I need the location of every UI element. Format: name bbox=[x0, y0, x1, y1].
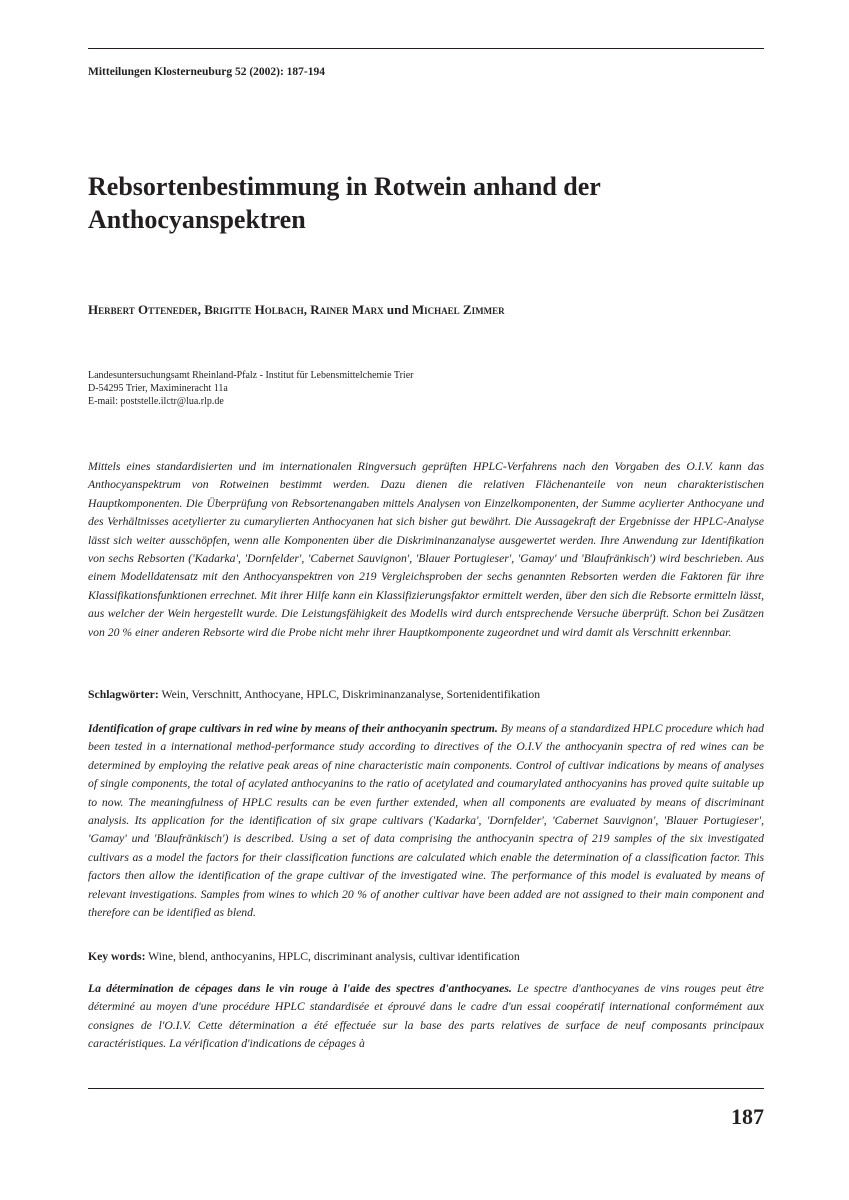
author-name: Brigitte Holbach bbox=[204, 302, 304, 317]
keywords-german-label: Schlagwörter: bbox=[88, 688, 159, 701]
author-name: Herbert Otteneder bbox=[88, 302, 198, 317]
affiliation bbox=[88, 369, 413, 408]
article-title bbox=[88, 170, 764, 236]
affiliation-institute: Landesuntersuchungsamt Rheinland-Pfalz - Institut für Lebensmittelchemie Trier bbox=[88, 370, 414, 381]
author-name: Michael Zimmer bbox=[411, 302, 505, 317]
author-separator: , bbox=[303, 302, 311, 317]
abstract-french-text: Le spectre d'anthocyanes de vins rouges peut être déterminé au moyen d'une procédure HPLC standardisée et éprouvé dans le cadre d'un essai coopératif international conformément aux consignes de l'O.I.V. Cette détermination a été effectuée sur la base des parts relatives de surface de neuf composants principaux caractéristiques. La vérification d'indications de cépages à bbox=[88, 982, 764, 1051]
affiliation-address: D-54295 Trier, Maximineracht 11a bbox=[88, 383, 228, 394]
keywords-english-label: Key words: bbox=[88, 950, 146, 963]
author-separator: , bbox=[197, 302, 205, 317]
abstract-english-title: Identification of grape cultivars in red wine by means of their anthocyanin spectrum. bbox=[88, 722, 498, 735]
journal-citation: Mitteilungen Klosterneuburg 52 (2002): 187-194 bbox=[88, 66, 326, 78]
title-line-2: Anthocyanspektren bbox=[88, 205, 306, 234]
title-line-1: Rebsortenbestimmung in Rotwein anhand der bbox=[88, 172, 601, 201]
bottom-rule bbox=[88, 1088, 764, 1089]
author-name: Rainer Marx bbox=[310, 302, 384, 317]
abstract-german-text: Mittels eines standardisierten und im internationalen Ringversuch geprüften HPLC-Verfahrens nach den Vorgaben des O.I.V. kann das Anthocyanspektrum von Rotweinen bestimmt werden. Dazu dienen die relativen Flächenanteile von neun charakteristischen Hauptkomponenten. Die Überprüfung von Rebsortenangaben mittels Analysen von Einzelkomponenten, der Summe acylierter Anthocyane und des Verhältnisses acetylierter zu cumarylierten Anthocyanen hat sich bisher gut bewährt. Die Aussagekraft der Ergebnisse der HPLC-Analyse lässt sich weiter ausschöpfen, wenn alle Komponenten über die Diskriminanzanalyse ausgewertet werden. Ihre Anwendung zur Identifikation von sechs Rebsorten ('Kadarka', 'Dornfelder', 'Cabernet Sauvignon', 'Blauer Portugieser', 'Gamay' und 'Blaufränkisch') wird beschrieben. Aus einem Modelldatensatz mit den Anthocyanspektren von 219 Vergleichsproben der sechs genannten Rebsorten werden die Faktoren für ihre Klassifikationsfunktionen errechnet. Mit ihrer Hilfe kann ein Klassifizierungsfaktor ermittelt werden, über den sich die Rebsorte ermitteln lässt, aus welcher der Wein hergestellt wurde. Die Leistungsfähigkeit des Modells wird durch entsprechende Versuche überprüft. Schon bei Zusätzen von 20 % einer anderen Rebsorte wird die Probe nicht mehr ihrer Hauptkomponente zugeordnet und wird damit als Verschnitt erkennbar. bbox=[88, 460, 764, 639]
abstract-german bbox=[88, 458, 764, 642]
page-number: 187 bbox=[731, 1104, 764, 1129]
affiliation-email[interactable]: E-mail: poststelle.ilctr@lua.rlp.de bbox=[88, 396, 224, 407]
abstract-french bbox=[88, 980, 764, 1054]
abstract-english bbox=[88, 720, 764, 922]
keywords-english-list: Wine, blend, anthocyanins, HPLC, discriminant analysis, cultivar identification bbox=[145, 950, 520, 963]
keywords-english bbox=[88, 948, 764, 966]
keywords-german-list: Wein, Verschnitt, Anthocyane, HPLC, Diskriminanzanalyse, Sortenidentifikation bbox=[158, 688, 541, 701]
top-rule bbox=[88, 48, 764, 49]
abstract-french-title: La détermination de cépages dans le vin rouge à l'aide des spectres d'anthocyanes. bbox=[88, 982, 512, 995]
keywords-german bbox=[88, 686, 764, 704]
author-list bbox=[88, 302, 505, 318]
abstract-english-text: By means of a standardized HPLC procedure which had been tested in a international method-performance study according to directives of the O.I.V the anthocyanin spectra of red wines can be determined by employing the relative peak areas of nine characteristic main components. Control of cultivar indications by means of analyses of single components, the total of acylated anthocyanins to the ratio of acetylated and coumarylated anthocyanins has proved quite suitable up to now. The meaningfulness of HPLC results can be even further extended, when all components are evaluated by means of discriminant analysis. Its application for the identification of six grape cultivars ('Kadarka', 'Dornfelder', 'Cabernet Sauvignon', 'Blauer Portugieser', 'Gamay' und 'Blaufränkisch') is described. Using a set of data comprising the anthocyanin spectra of 219 samples of the six investigated cultivars as a model the factors for their classification functions are calculated which enable the determination of a classification factor. This factors then allow the identification of the grape cultivar of the investigated wine. The performance of this model is evaluated by means of relevant investigations. Samples from wines to which 20 % of another cultivar have been added are not assigned to their main component and therefore can be identified as blend. bbox=[88, 722, 765, 920]
author-separator: und bbox=[383, 302, 412, 317]
